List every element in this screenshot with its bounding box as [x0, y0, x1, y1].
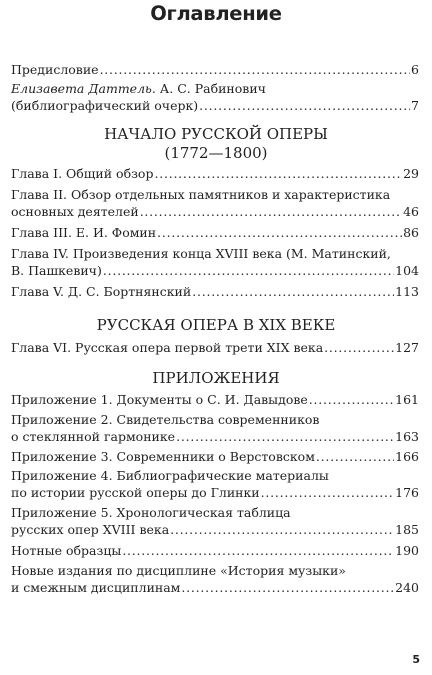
toc-entry-appendix-5[interactable]	[11, 505, 419, 538]
entry-page: 29	[403, 166, 419, 181]
toc-entry-preface[interactable]	[11, 62, 419, 79]
section-title: ПРИЛОЖЕНИЯ	[152, 369, 280, 387]
entry-label: Предисловие	[11, 62, 99, 77]
entry-page: 190	[395, 543, 419, 558]
toc-entry-appendix-2[interactable]	[11, 412, 419, 445]
toc-entry-new-editions[interactable]	[11, 563, 419, 596]
entry-page: 163	[395, 428, 419, 444]
leader-dots	[157, 225, 402, 242]
entry-label: Приложение 5. Хронологическая таблица	[11, 505, 291, 520]
entry-author: Елизавета Даттель.	[11, 81, 156, 96]
entry-label: Приложение 2. Свидетельства современников	[11, 412, 320, 427]
entry-page: 161	[395, 392, 419, 407]
toc-entry-chapter-4[interactable]	[11, 246, 419, 279]
section-title: РУССКАЯ ОПЕРА В XIX ВЕКЕ	[96, 316, 336, 334]
leader-dots	[122, 543, 394, 560]
entry-page: 240	[395, 579, 419, 595]
leader-dots	[140, 204, 402, 221]
entry-label-line2: и смежным дисциплинам	[11, 579, 181, 595]
section-heading-appendices	[10, 369, 422, 388]
leader-dots	[176, 429, 394, 446]
entry-label: Глава III. Е. И. Фомин	[11, 225, 157, 240]
leader-dots	[154, 166, 402, 183]
entry-label: Приложение 4. Библиографические материалы	[11, 468, 329, 483]
toc-entry-chapter-1[interactable]	[11, 166, 419, 183]
entry-label: А. С. Рабинович	[155, 81, 266, 96]
entry-page: 86	[403, 225, 419, 240]
toc-entry-music-examples[interactable]	[11, 543, 419, 560]
entry-page: 113	[395, 284, 419, 299]
entry-label: Глава VI. Русская опера первой трети XIX века	[11, 340, 324, 355]
section-title: НАЧАЛО РУССКОЙ ОПЕРЫ	[104, 125, 328, 143]
toc-entry-chapter-2[interactable]	[11, 187, 419, 220]
entry-label-line2: русских опер XVIII века	[11, 521, 170, 537]
entry-label: Приложение 1. Документы о С. И. Давыдове	[11, 392, 308, 407]
toc-entry-chapter-5[interactable]	[11, 284, 419, 301]
leader-dots	[324, 340, 394, 357]
entry-label-line2: основных деятелей	[11, 203, 139, 219]
toc-entry-appendix-3[interactable]	[11, 449, 419, 466]
entry-page: 7	[411, 97, 419, 113]
entry-label: Новые издания по дисциплине «История музыки»	[11, 563, 346, 578]
entry-page: 176	[395, 484, 419, 500]
entry-page: 166	[395, 449, 419, 464]
entry-page: 185	[395, 521, 419, 537]
entry-page: 6	[411, 62, 419, 77]
entry-label-line2: (библиографический очерк)	[11, 97, 199, 113]
section-heading-19th-century	[10, 316, 422, 335]
toc-entry-appendix-4[interactable]	[11, 468, 419, 501]
entry-label: Приложение 3. Современники о Верстовском	[11, 449, 315, 464]
section-subtitle: (1772—1800)	[164, 144, 268, 162]
entry-label-line2: по истории русской оперы до Глинки	[11, 484, 260, 500]
toc-entry-appendix-1[interactable]	[11, 392, 419, 409]
entry-label: Глава I. Общий обзор	[11, 166, 154, 181]
leader-dots	[261, 485, 395, 502]
toc-entry-dattel[interactable]	[11, 81, 419, 114]
entry-label: Глава V. Д. С. Бортнянский	[11, 284, 192, 299]
leader-dots	[170, 522, 394, 539]
leader-dots	[181, 580, 394, 597]
toc-entry-chapter-3[interactable]	[11, 225, 419, 242]
entry-page: 127	[395, 340, 419, 355]
page-number: 5	[412, 653, 420, 666]
entry-page: 104	[395, 262, 419, 278]
leader-dots	[199, 98, 410, 115]
entry-label-line2: В. Пашкевич)	[11, 262, 102, 278]
entry-label: Нотные образцы	[11, 543, 122, 558]
leader-dots	[316, 449, 394, 466]
toc-entry-chapter-6[interactable]	[11, 340, 419, 357]
leader-dots	[309, 392, 394, 409]
entry-label-line2: о стеклянной гармонике	[11, 428, 176, 444]
leader-dots	[100, 62, 410, 79]
section-heading-beginning	[10, 125, 422, 163]
entry-label: Глава II. Обзор отдельных памятников и характеристика	[11, 187, 391, 202]
leader-dots	[103, 263, 394, 280]
entry-page: 46	[403, 203, 419, 219]
page-title: Оглавление	[150, 2, 282, 25]
entry-label: Глава IV. Произведения конца XVIII века (М. Матинский,	[11, 246, 391, 261]
leader-dots	[192, 284, 394, 301]
